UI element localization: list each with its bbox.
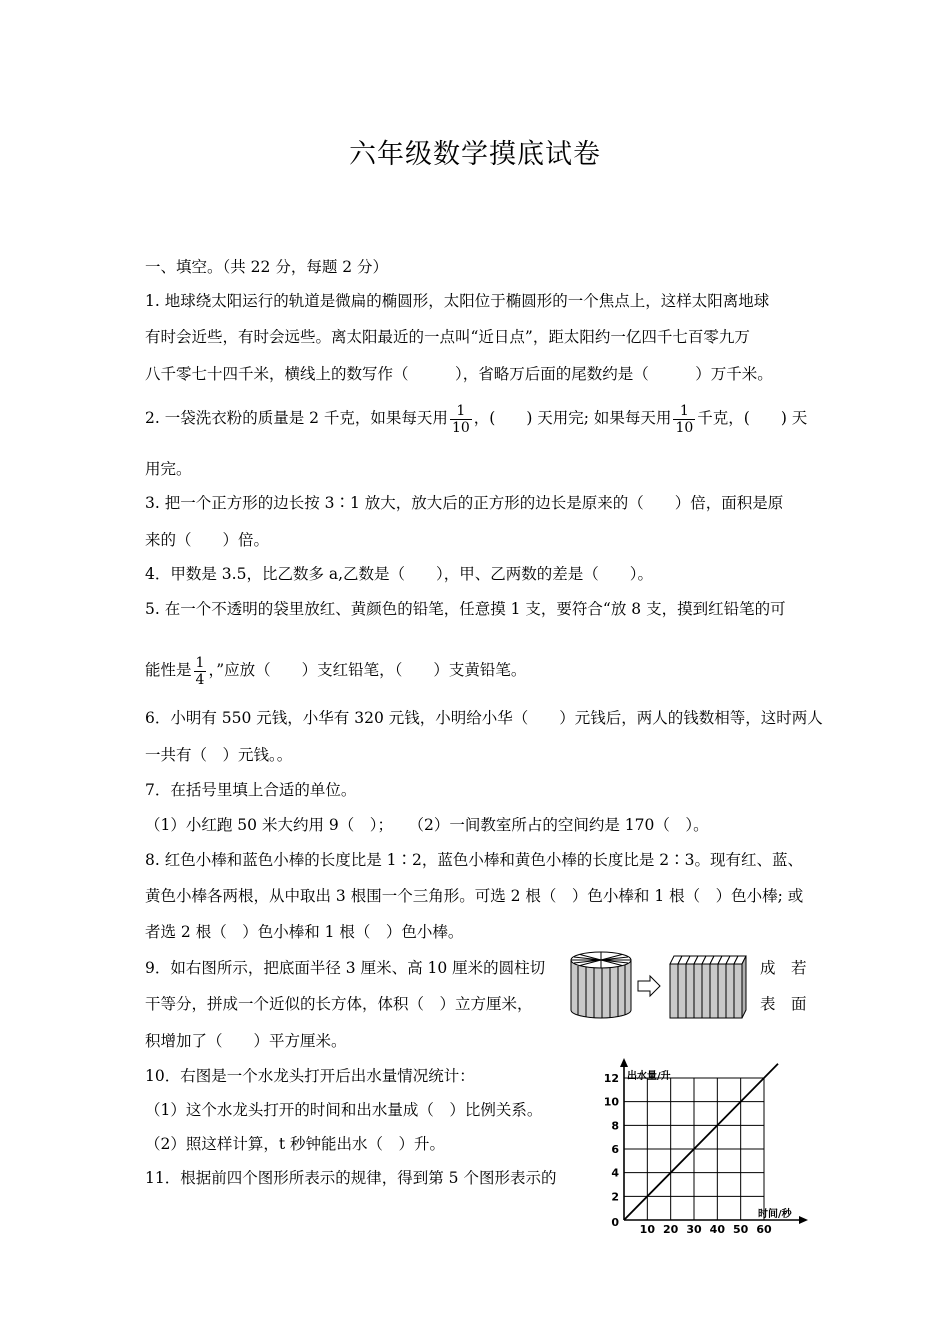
q5-line2 bbox=[145, 652, 526, 688]
q2-line1 bbox=[145, 400, 807, 436]
q10-line2: （1）这个水龙头打开的时间和出水量成（ ）比例关系。 bbox=[145, 1101, 543, 1119]
q8-line3: 者选 2 根（ ）色小棒和 1 根（ ）色小棒。 bbox=[145, 923, 464, 941]
y-tick-label: 12 bbox=[603, 1072, 619, 1085]
q1-line2: 有时会近些，有时会远些。离太阳最近的一点叫“近日点”，距太阳约一亿四千七百零九万 bbox=[145, 328, 750, 346]
origin-label: 0 bbox=[611, 1216, 619, 1229]
q5-line1: 5. 在一个不透明的袋里放红、黄颜色的铅笔，任意摸 1 支，要符合“放 8 支，摸到红铅笔的可 bbox=[145, 600, 786, 618]
q9-line2-right: 表 面 bbox=[760, 995, 807, 1013]
q2-text-a: 2. 一袋洗衣粉的质量是 2 千克，如果每天用 bbox=[145, 409, 448, 427]
q3-line2: 来的（ ）倍。 bbox=[145, 531, 270, 549]
cuboid-drawing bbox=[670, 956, 746, 1018]
x-tick-label: 60 bbox=[756, 1223, 772, 1236]
q5-text-a: 能性是 bbox=[145, 661, 192, 679]
fraction-denominator: 10 bbox=[675, 419, 694, 436]
q10-line3: （2）照这样计算，t 秒钟能出水（ ）升。 bbox=[145, 1135, 446, 1153]
y-axis-arrow bbox=[620, 1058, 628, 1067]
q3-line1: 3. 把一个正方形的边长按 3∶1 放大，放大后的正方形的边长是原来的（ ）倍，面积是原 bbox=[145, 494, 784, 512]
q2-fraction-2 bbox=[673, 403, 695, 436]
x-tick-label: 20 bbox=[663, 1223, 679, 1236]
q2-fraction-1 bbox=[450, 403, 472, 436]
q2-text-c: 千克，( ) 天 bbox=[697, 409, 808, 427]
cylinder-drawing bbox=[571, 952, 631, 1018]
q11-line1: 11．根据前四个图形所表示的规律，得到第 5 个图形表示的 bbox=[145, 1169, 557, 1187]
page-title: 六年级数学摸底试卷 bbox=[349, 139, 601, 170]
y-axis-label: 出水量/升 bbox=[627, 1071, 671, 1082]
q9-line2: 干等分，拼成一个近似的长方体，体积（ ）立方厘米， bbox=[145, 995, 533, 1013]
cylinder-to-cuboid-figure bbox=[566, 947, 752, 1025]
x-axis-label: 时间/秒 bbox=[758, 1209, 792, 1220]
y-tick-label: 6 bbox=[611, 1143, 619, 1156]
q1-line3: 八千零七十四千米，横线上的数写作（ ），省略万后面的尾数约是（ ）万千米。 bbox=[145, 365, 773, 383]
q9-line3: 积增加了（ ）平方厘米。 bbox=[145, 1032, 347, 1050]
q10-line1: 10．右图是一个水龙头打开后出水量情况统计： bbox=[145, 1067, 475, 1085]
y-tick-label: 10 bbox=[603, 1095, 619, 1109]
fraction-numerator: 1 bbox=[195, 654, 205, 671]
q7-line1: 7．在括号里填上合适的单位。 bbox=[145, 781, 357, 799]
q5-fraction bbox=[194, 655, 207, 688]
chart-axes bbox=[620, 1058, 808, 1224]
q9-line1-right: 成 若 bbox=[760, 959, 807, 977]
fraction-numerator: 1 bbox=[673, 403, 695, 420]
fraction-numerator: 1 bbox=[450, 403, 472, 420]
y-tick-label: 2 bbox=[611, 1190, 619, 1204]
q5-text-b: ，”应放（ ）支红铅笔，（ ）支黄铅笔。 bbox=[208, 661, 527, 679]
q9-line1: 9．如右图所示，把底面半径 3 厘米、高 10 厘米的圆柱切 bbox=[145, 959, 546, 977]
q2-line2: 用完。 bbox=[145, 460, 192, 478]
q7-line2: （1）小红跑 50 米大约用 9（ ）； （2）一间教室所占的空间约是 170（ ）。 bbox=[145, 816, 709, 834]
fraction-denominator: 4 bbox=[195, 671, 205, 688]
x-tick-label: 40 bbox=[709, 1223, 725, 1236]
x-tick-label: 50 bbox=[733, 1223, 749, 1236]
water-flow-chart bbox=[600, 1055, 815, 1240]
q4-line: 4．甲数是 3.5，比乙数多 a,乙数是（ ），甲、乙两数的差是（ ）。 bbox=[145, 565, 654, 583]
arrow-icon bbox=[638, 976, 660, 996]
q8-line2: 黄色小棒各两根，从中取出 3 根围一个三角形。可选 2 根（ ）色小棒和 1 根（ ）色小棒; 或 bbox=[145, 887, 804, 905]
x-axis-arrow bbox=[799, 1216, 808, 1224]
y-tick-label: 4 bbox=[611, 1166, 619, 1180]
y-tick-label: 8 bbox=[611, 1119, 619, 1133]
q6-line2: 一共有（ ）元钱。。 bbox=[145, 746, 293, 764]
section-heading: 一、填空。（共 22 分，每题 2 分） bbox=[145, 258, 389, 276]
x-tick-label: 10 bbox=[639, 1223, 655, 1236]
q8-line1: 8. 红色小棒和蓝色小棒的长度比是 1∶2，蓝色小棒和黄色小棒的长度比是 2∶3。现有红、蓝、 bbox=[145, 851, 804, 869]
q2-text-b: ，( ) 天用完; 如果每天用 bbox=[473, 409, 672, 427]
x-tick-label: 30 bbox=[686, 1223, 702, 1236]
q1-line1: 1. 地球绕太阳运行的轨道是微扁的椭圆形，太阳位于椭圆形的一个焦点上，这样太阳离地球 bbox=[145, 292, 770, 310]
fraction-denominator: 10 bbox=[451, 419, 470, 436]
q6-line1: 6．小明有 550 元钱，小华有 320 元钱，小明给小华（ ）元钱后，两人的钱数相等，这时两人 bbox=[145, 709, 823, 727]
